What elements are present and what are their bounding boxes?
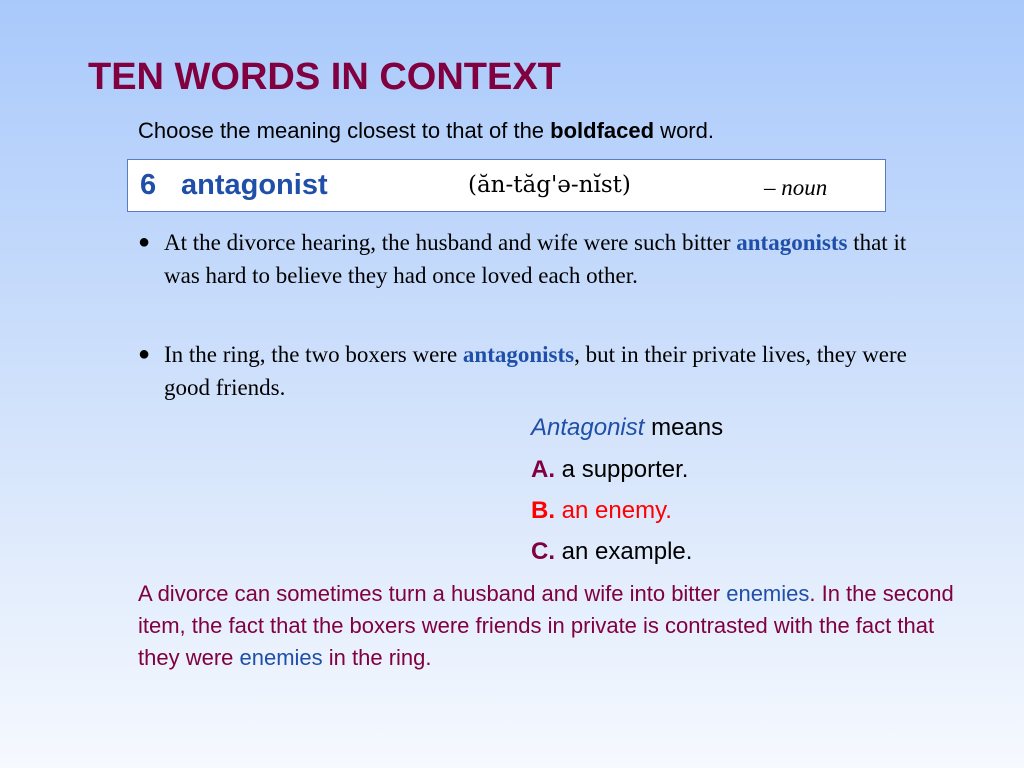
instruction-before: Choose the meaning closest to that of the [138, 118, 551, 143]
option-text: an enemy. [561, 497, 672, 524]
instruction-bold: boldfaced [550, 118, 655, 143]
part-of-speech [764, 175, 827, 201]
option-letter: C. [531, 538, 555, 565]
sentence-text [164, 226, 908, 292]
pronunciation: (ăn-tăg'ə-nĭst) [468, 172, 631, 198]
vocabulary-word: antagonist [181, 169, 328, 201]
option-text: an example. [561, 538, 693, 565]
option-letter: B. [531, 497, 555, 524]
pos-label: noun [781, 175, 828, 200]
explanation-text [138, 578, 958, 674]
explanation-part-1: A divorce can sometimes turn a husband and wife into bitter [138, 581, 727, 606]
pos-dash: – [764, 175, 782, 200]
option-a[interactable] [531, 456, 688, 484]
sentence-keyword: antagonists [462, 342, 575, 367]
explanation-emphasis-1: enemies [726, 581, 810, 606]
option-b[interactable] [531, 497, 672, 525]
explanation-emphasis-2: enemies [239, 645, 323, 670]
explanation-part-3: in the ring. [322, 645, 432, 670]
option-letter: A. [531, 456, 555, 483]
example-sentence-1 [138, 226, 908, 292]
sentence-after: , but in their private lives, they were good friends. [164, 342, 907, 400]
instruction-text [138, 118, 714, 144]
vocabulary-word-box [127, 159, 886, 212]
option-text: a supporter. [561, 456, 689, 483]
example-sentence-2 [138, 338, 908, 404]
option-c[interactable] [531, 538, 692, 566]
sentence-keyword: antagonists [736, 230, 848, 255]
explanation-part-2: . In the second item, the fact that the boxers were friends in private is contrasted with the fact that they were [138, 581, 954, 670]
sentence-after: that it was hard to believe they had once loved each other. [164, 230, 907, 288]
sentence-before: In the ring, the two boxers were [164, 342, 463, 367]
bullet-icon: ● [138, 231, 151, 253]
slide-title: TEN WORDS IN CONTEXT [88, 56, 561, 98]
question-word: Antagonist [531, 414, 645, 441]
instruction-after: word. [654, 118, 714, 143]
sentence-before: At the divorce hearing, the husband and wife were such bitter [164, 230, 737, 255]
question-prompt [531, 414, 723, 442]
sentence-text [164, 338, 908, 404]
bullet-icon: ● [138, 343, 151, 365]
question-means: means [644, 414, 724, 441]
word-number: 6 [140, 169, 157, 201]
